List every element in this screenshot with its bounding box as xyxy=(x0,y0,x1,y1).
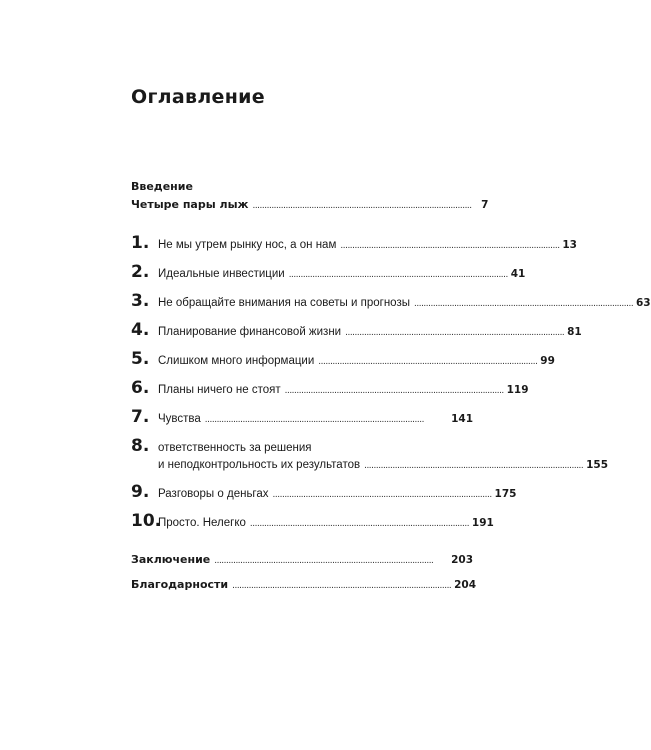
chapter-number: 8. xyxy=(131,436,150,456)
toc-entry-chapter-6[interactable] xyxy=(131,378,529,400)
page-number: 204 xyxy=(454,579,477,591)
toc-entry-intro[interactable] xyxy=(131,196,489,215)
entry-title: Четыре пары лыж xyxy=(131,198,249,211)
page-number: 175 xyxy=(494,488,517,500)
toc-entry-chapter-10[interactable] xyxy=(131,511,494,533)
page-number: 99 xyxy=(540,355,555,367)
toc-entry-chapter-3[interactable] xyxy=(131,291,651,313)
closing-section xyxy=(131,551,477,595)
dot-leader xyxy=(289,266,507,284)
toc-entry-chapter-2[interactable] xyxy=(131,262,526,284)
chapter-number: 2. xyxy=(131,262,150,282)
page-number: 13 xyxy=(562,239,577,251)
toc-entry-chapter-5[interactable] xyxy=(131,349,555,371)
intro-label: Введение xyxy=(131,180,193,193)
chapter-number: 5. xyxy=(131,349,150,369)
toc-entry-conclusion[interactable] xyxy=(131,551,473,570)
toc-entry-acknowledgements[interactable] xyxy=(131,576,477,595)
page-number: 7 xyxy=(481,199,489,211)
table-of-contents xyxy=(131,178,651,595)
dot-leader xyxy=(205,411,447,429)
dot-leader xyxy=(414,295,632,313)
page-title: Оглавление xyxy=(131,86,265,108)
page-number: 155 xyxy=(586,459,609,471)
chapter-number: 10. xyxy=(131,511,162,531)
page-number: 203 xyxy=(451,554,473,566)
entry-title: Идеальные инвестиции xyxy=(158,268,285,280)
chapter-number: 7. xyxy=(131,407,150,427)
dot-leader xyxy=(232,577,450,595)
page-number: 191 xyxy=(471,517,494,529)
dot-leader xyxy=(214,552,447,570)
chapter-number: 4. xyxy=(131,320,150,340)
dot-leader xyxy=(318,353,536,371)
entry-title: Планы ничего не стоят xyxy=(158,384,281,396)
dot-leader xyxy=(273,486,491,504)
page-number: 63 xyxy=(636,297,651,309)
entry-title: Заключение xyxy=(131,553,211,566)
toc-entry-chapter-8[interactable] xyxy=(131,436,609,475)
entry-title-line2: и неподконтрольность их результатов xyxy=(158,459,361,471)
dot-leader xyxy=(340,237,558,255)
entry-title-line1: ответственность за решения xyxy=(158,442,312,454)
toc-entry-chapter-7[interactable] xyxy=(131,408,473,429)
page-number: 119 xyxy=(506,384,529,396)
toc-entry-chapter-4[interactable] xyxy=(131,320,582,342)
dot-leader xyxy=(285,382,503,400)
chapter-number: 9. xyxy=(131,482,150,502)
page-number: 41 xyxy=(510,268,526,280)
dot-leader xyxy=(252,197,470,215)
entry-title: Чувства xyxy=(158,413,201,425)
chapter-number: 1. xyxy=(131,233,150,253)
entry-title: Просто. Нелегко xyxy=(158,517,246,529)
entry-title: Не обращайте внимания на советы и прогнозы xyxy=(158,297,410,309)
entry-title: Слишком много информации xyxy=(158,355,315,367)
page-number: 81 xyxy=(567,326,582,338)
dot-leader xyxy=(364,457,582,475)
page-number: 141 xyxy=(451,413,473,425)
dot-leader xyxy=(250,515,468,533)
chapter-number: 6. xyxy=(131,378,150,398)
toc-entry-chapter-9[interactable] xyxy=(131,482,517,504)
entry-title: Не мы утрем рынку нос, а он нам xyxy=(158,239,337,251)
entry-title: Планирование финансовой жизни xyxy=(158,326,342,338)
entry-title: Разговоры о деньгах xyxy=(158,488,269,500)
toc-entry-chapter-1[interactable] xyxy=(131,233,577,255)
chapter-number: 3. xyxy=(131,291,150,311)
entry-title: Благодарности xyxy=(131,578,229,591)
dot-leader xyxy=(345,324,563,342)
